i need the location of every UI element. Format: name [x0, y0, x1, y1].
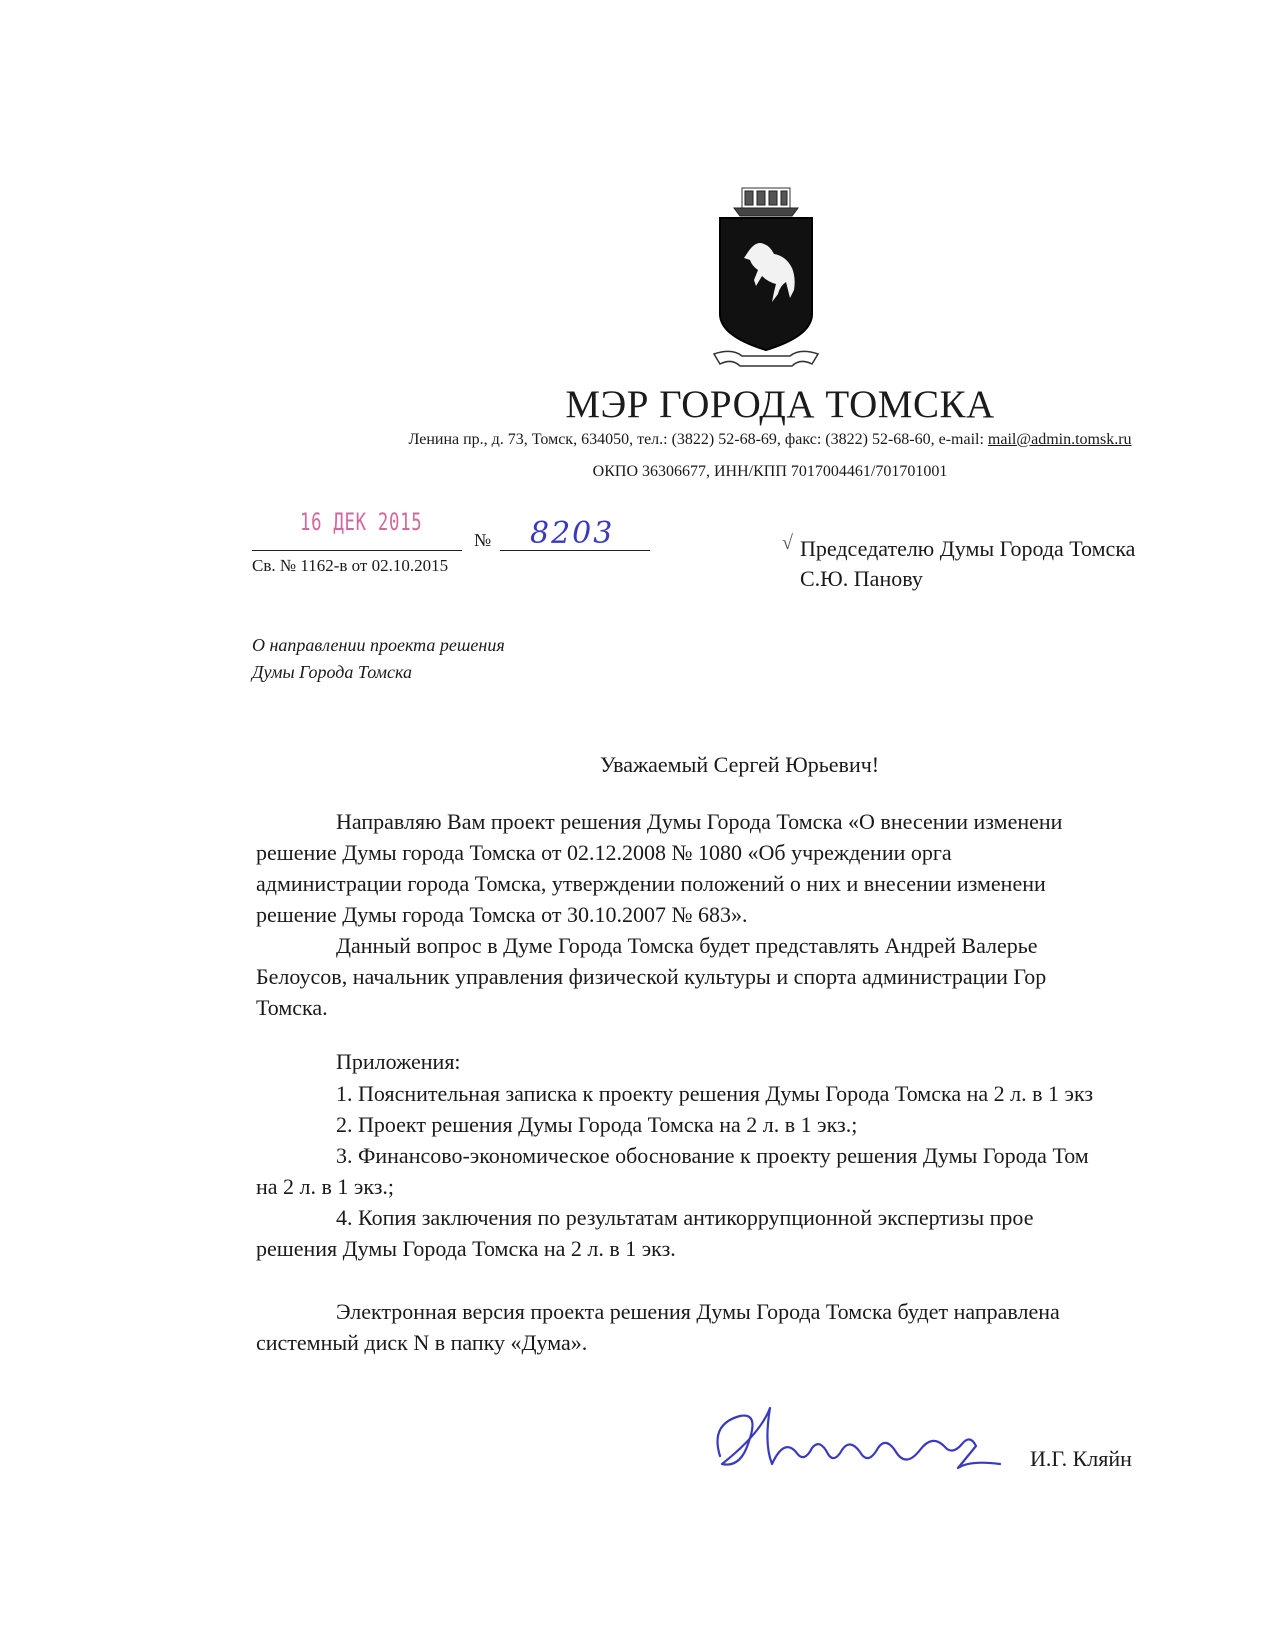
list-item-continuation: на 2 л. в 1 экз.; — [256, 1174, 395, 1199]
email-link[interactable]: mail@admin.tomsk.ru — [987, 431, 1132, 448]
document-title: МЭР ГОРОДА ТОМСКА — [565, 383, 995, 426]
addressee-name: С.Ю. Панову — [800, 566, 923, 591]
salutation: Уважаемый Сергей Юрьевич! — [600, 752, 880, 777]
paragraph-presenter — [256, 930, 1275, 1023]
signer-name: И.Г. Кляйн — [1030, 1446, 1132, 1471]
paragraph-line: системный диск N в папку «Дума». — [256, 1330, 588, 1355]
paragraph-line: Электронная версия проекта решения Думы Города Томска будет направлена — [336, 1299, 1060, 1324]
date-stamp: 16 ДЕК 2015 — [300, 508, 423, 536]
paragraph-line: администрации города Томска, утверждении положений о них и внесении изменени — [256, 871, 1046, 896]
paragraph-line: Томска. — [256, 995, 328, 1020]
addressee-position: Председателю Думы Города Томска — [800, 536, 1136, 561]
reference-line: Св. № 1162-в от 02.10.2015 — [252, 556, 449, 575]
coat-of-arms-emblem — [712, 186, 820, 374]
number-sign: № — [474, 530, 492, 550]
attachments-heading-text: Приложения: — [336, 1049, 461, 1074]
paragraph-line: решение Думы города Томска от 30.10.2007 № 683». — [256, 902, 748, 927]
number-underline — [500, 550, 650, 551]
address-text: Ленина пр., д. 73, Томск, 634050, тел.: (3822) 52-68-69, факс: (3822) 52-68-60, e-mail: — [408, 431, 988, 448]
check-mark-icon: √ — [782, 532, 793, 554]
paragraph-main — [256, 806, 1275, 930]
subject-line-1: О направлении проекта решения — [252, 635, 505, 655]
crown-icon — [734, 188, 798, 216]
list-item: 3. Финансово-экономическое обоснование к проекту решения Думы Города Том — [336, 1143, 1089, 1168]
list-item: 4. Копия заключения по результатам антикоррупционной экспертизы прое — [336, 1205, 1034, 1230]
ribbon-icon — [714, 351, 818, 366]
paragraph-line: Данный вопрос в Думе Города Томска будет представлять Андрей Валерье — [336, 933, 1038, 958]
paragraph-electronic — [256, 1296, 1275, 1358]
paragraph-line: решение Думы города Томска от 02.12.2008 № 1080 «Об учреждении орга — [256, 840, 952, 865]
shield-icon — [720, 218, 812, 350]
subject-line-2: Думы Города Томска — [252, 662, 412, 682]
subject — [252, 632, 505, 686]
attachments-heading — [256, 1046, 1275, 1077]
handwritten-signature — [700, 1394, 1020, 1494]
handwritten-number: 8203 — [530, 516, 615, 551]
paragraph-line: Направляю Вам проект решения Думы Города Томска «О внесении изменени — [336, 809, 1063, 834]
registration-codes: ОКПО 36306677, ИНН/КПП 7017004461/701701001 — [592, 463, 948, 480]
address-line — [300, 431, 1240, 449]
paragraph-line: Белоусов, начальник управления физической культуры и спорта администрации Гор — [256, 964, 1047, 989]
attachments-list — [256, 1078, 1275, 1264]
list-item: 2. Проект решения Думы Города Томска на 2 л. в 1 экз.; — [336, 1112, 858, 1137]
list-item: 1. Пояснительная записка к проекту решения Думы Города Томска на 2 л. в 1 экз — [336, 1081, 1094, 1106]
date-underline — [252, 550, 462, 551]
list-item-continuation: решения Думы Города Томска на 2 л. в 1 экз. — [256, 1236, 676, 1261]
